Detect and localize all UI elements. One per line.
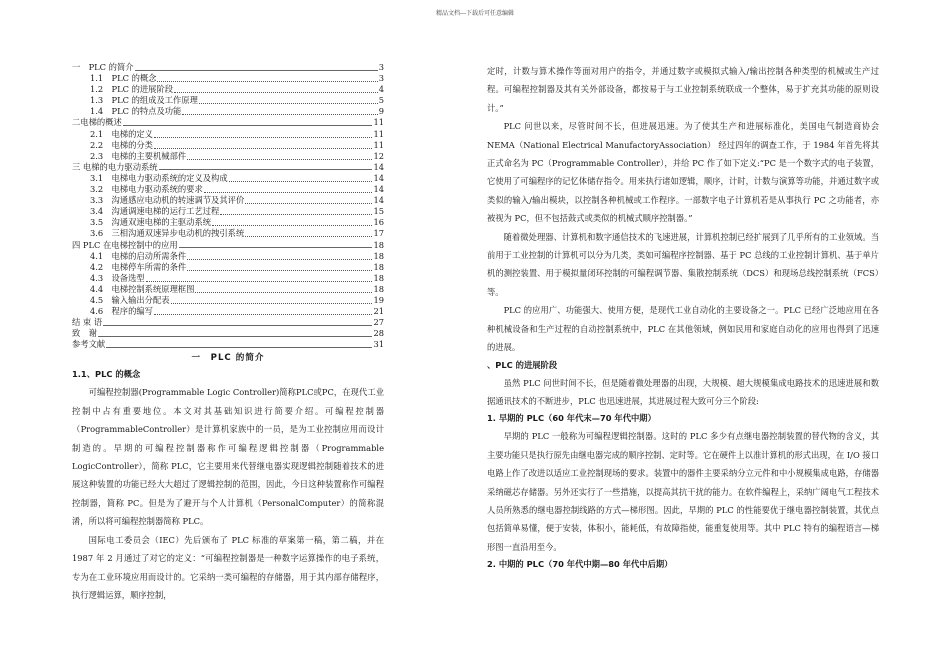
toc-entry-page: 18 [373,250,384,261]
toc-entry[interactable] [72,262,384,273]
toc-entry-label: 4.2 电梯停车所需的条件 [90,261,187,272]
toc-entry[interactable] [72,251,384,262]
toc-entry-label: 4.1 电梯的启动所需条件 [90,250,187,261]
toc-entry-label: 3.3 沟通感应电动机的转速调节及其评价 [90,195,245,206]
toc-entry-page: 28 [373,328,384,339]
toc-leader [103,320,372,326]
toc-leader [174,86,378,93]
toc-entry-page: 18 [373,239,384,250]
toc-entry-page: 14 [373,195,384,206]
toc-leader [182,108,377,115]
section-heading-1-1: 1.1、PLC 的概念 [72,369,141,380]
toc-leader [187,153,372,160]
toc-leader [245,197,372,204]
toc-entry[interactable] [72,73,384,84]
toc-entry-label: 致 谢 [72,328,97,339]
toc-leader [245,230,372,237]
toc-leader [159,164,373,170]
toc-leader [154,131,372,138]
toc-entry-label: 2.1 电梯的定义 [90,128,153,139]
toc-entry-label: 2.2 电梯的分类 [90,139,153,150]
toc-entry-page: 15 [373,206,384,217]
toc-leader [204,186,373,193]
toc-entry[interactable] [72,95,384,106]
toc-entry-label: 3.2 电梯电力驱动系统的要求 [90,184,203,195]
toc-entry-page: 17 [373,228,384,239]
toc-entry[interactable] [72,62,384,73]
toc-entry[interactable] [72,295,384,306]
toc-leader [98,331,373,337]
toc-leader [220,208,372,215]
toc-entry[interactable] [72,317,384,328]
paragraph-early-plc: 早期的 PLC 一般称为可编程逻辑控制器。这时的 PLC 多少有点继电器控制装置的替代物的含义，其主要功能只是执行原先由继电器完成的顺序控制、定时等。它在硬件上以准计算机的形式出现，在 I/O 接口电路上作了改进以适应工业控制现场的要求。装置中的器件主要采纳分立元件和中小规模集成电路，存储器采纳磁芯存储器。另外还实行了一些措施，以提高其抗干扰的能力。在软件编程上，采纳广阔电气工程技术人员所熟悉的继电器控制线路的方式—梯形图。因此，早期的 PLC 的性能要优于继电器控制装置，其优点包括简单易懂，便于安装，体积小，能耗低，有故障指使，能重复使用等。其中 PLC 特有的编程语言—梯形图一直沿用至今。 [487,431,879,552]
toc-leader [146,275,373,282]
toc-entry-label: 一 PLC 的简介 [72,62,134,72]
toc-entry-label: 二电梯的概述 [72,117,122,128]
toc-entry[interactable] [72,306,384,317]
toc-entry-page: 18 [373,272,384,283]
subheading-middle-plc: 2. 中期的 PLC（70 年代中期—80 年代中后期） [487,559,673,570]
header-watermark: 精品文档---下载后可任意编辑 [435,10,515,17]
subheading-early-plc: 1. 早期的 PLC（60 年代末—70 年代中期） [487,413,656,424]
toc-entry-label: 1.4 PLC 的特点及功能 [90,106,182,117]
toc-entry-page: 14 [373,172,384,183]
section-heading-1-2: 、PLC 的进展阶段 [487,359,558,370]
toc-entry-page: 14 [373,161,384,172]
toc-entry-label: 3.5 沟通双速电梯的主驱动系统 [90,217,212,228]
toc-entry[interactable] [72,217,384,228]
toc-entry-label: 1.2 PLC 的进展阶段 [90,84,174,95]
toc-leader [171,297,373,304]
paragraph-nema-definition: PLC 问世以来，尽管时间不长，但进展迅速。为了使其生产和进展标准化，美国电气制造商协会 NEMA（National Electrical ManufactoryAssociation） 经过四年的调查工作，于 1984 年首先将其正式命名为 PC（Programmable Controller），并给 PC 作了如下定义:“PC 是一个数字式的电子装置，它使用了可编程序的记忆体储存指令。用来执行诸如逻辑，顺序，计时，计数与演算等功能，并通过数字或类似的输入/输出模块，以控制各种机械或工作程序。一部数字电子计算机若是从事执行 PC 之功能者，亦被视为 PC，但不包括鼓式或类似的机械式顺序控制器。” [487,121,879,224]
toc-entry[interactable] [72,84,384,95]
toc-entry-page: 3 [378,62,384,72]
toc-entry-page: 5 [378,95,384,106]
toc-entry-label: 三 电梯的电力驱动系统 [72,161,158,172]
toc-entry-page: 27 [373,317,384,328]
toc-entry-label: 1.3 PLC 的组成及工作原理 [90,95,198,106]
toc-leader [187,264,372,271]
toc-entry-page: 3 [378,73,384,84]
left-column [72,62,384,604]
toc-entry-page: 31 [373,339,384,350]
paragraph-computer-control: 随着微处理器、计算机和数字通信技术的飞速进展，计算机控制已经扩展到了几乎所有的工业领域。当前用于工业控制的计算机可以分为几类，类如可编程序控制器、基于 PC 总线的工业控制计算机、基于单片机的测控装置、用于模拟量闭环控制的可编程调节器、集散控制系统（DCS）和现场总线控制系统（FCS）等。 [487,231,879,297]
toc-leader [123,120,373,126]
toc-entry-label: 3.1 电梯电力驱动系统的定义及构成 [90,172,228,183]
toc-entry-label: 2.3 电梯的主要机械部件 [90,150,187,161]
toc-entry[interactable] [72,129,384,140]
table-of-contents [72,62,384,350]
toc-entry[interactable] [72,117,384,128]
toc-entry-page: 9 [378,106,384,117]
toc-entry-label: 4.5 输入输出分配表 [90,294,170,305]
paragraph-iec-definition-cont: 定时，计数与算术操作等面对用户的指令，并通过数字或模拟式输入/输出控制各种类型的机械或生产过程。可编程控制器及其有关外部设备，都按易于与工业控制系统联成一个整体，易于扩充其功能的原则设计。” [487,66,879,113]
toc-entry[interactable] [72,273,384,284]
toc-entry-page: 18 [373,261,384,272]
toc-entry[interactable] [72,184,384,195]
toc-entry-label: 1.1 PLC 的概念 [90,73,157,84]
toc-entry-page: 4 [378,84,384,95]
toc-leader [135,65,378,71]
toc-entry-label: 4.4 电梯控制系统原理框图 [90,283,195,294]
toc-leader [179,242,373,248]
toc-leader [106,342,372,348]
toc-entry[interactable] [72,240,384,251]
toc-entry[interactable] [72,228,384,239]
toc-entry-label: 四 PLC 在电梯控制中的应用 [72,239,178,250]
paragraph-iec-definition: 国际电工委员会（IEC）先后颁布了 PLC 标准的草案第一稿，第二稿，并在 1987 年 2 月通过了对它的定义：“可编程控制器是一种数字运算操作的电子系统，专为在工业环境应用而设计的。它采纳一类可编程的存储器，用于其内部存储程序，执行逻辑运算，顺序控制， [72,534,384,600]
toc-entry[interactable] [72,195,384,206]
toc-entry[interactable] [72,206,384,217]
toc-entry[interactable] [72,339,384,350]
chapter-title: 一 PLC 的简介 [191,353,265,364]
toc-entry-page: 18 [373,283,384,294]
toc-leader [154,308,372,315]
toc-leader [187,253,372,260]
toc-entry-label: 3.4 沟通调速电梯的运行工艺过程 [90,206,220,217]
paragraph-plc-application: PLC 的应用广、功能强大、使用方便，是现代工业自动化的主要设备之一。PLC 已经广泛地应用在各种机械设备和生产过程的自动控制系统中，PLC 在其他领域，例如民用和家庭自动化的应用也得到了迅速的进展。 [487,305,879,353]
toc-leader [212,219,372,226]
toc-entry[interactable] [72,140,384,151]
toc-leader [154,142,372,149]
toc-entry[interactable] [72,162,384,173]
toc-entry[interactable] [72,284,384,295]
toc-entry-page: 11 [373,139,384,150]
toc-leader [199,97,378,104]
toc-leader [195,286,372,293]
paragraph-development: 虽然 PLC 问世时间不长，但是随着微处理器的出现，大规模、超大规模集成电路技术的迅速进展和数据通讯技术的不断进步，PLC 也迅速进展，其进展过程大致可分三个阶段: [487,377,879,406]
toc-entry-page: 11 [373,117,384,128]
toc-entry-page: 14 [373,184,384,195]
toc-entry-page: 12 [373,150,384,161]
toc-entry-page: 19 [373,294,384,305]
paragraph-plc-concept: 可编程控制器(Programmable Logic Controller)简称PLC或PC，在现代工业控制中占有重要地位。本文对其基础知识进行简要介绍。可编程控制器（ProgrammableController）是计算机家族中的一员，是为工业控制应用而设计制造的。早期的可编程控制器称作可编程逻辑控制器（Programmable LogicController），简称 PLC，它主要用来代替继电器实现逻辑控制随着技术的进展这种装置的功能已经大大超过了逻辑控制的范围，因此，今日这种装置称作可编程控制器，简称 PC。但是为了避开与个人计算机（PersonalComputer）的简称混淆，所以将可编程控制器简称 PLC。 [72,387,384,527]
toc-entry[interactable] [72,151,384,162]
toc-entry[interactable] [72,328,384,339]
toc-entry-label: 结 束 语 [72,317,103,328]
toc-entry-label: 参考文献 [72,339,106,350]
toc-entry-label: 4.6 程序的编写 [90,306,153,317]
toc-leader [157,75,377,82]
toc-entry[interactable] [72,106,384,117]
right-column [487,62,879,573]
toc-leader [229,175,373,182]
toc-entry[interactable] [72,173,384,184]
toc-entry-page: 11 [373,128,384,139]
toc-entry-label: 3.6 三相沟通双速异步电动机的拽引系统 [90,228,245,239]
toc-entry-page: 16 [373,217,384,228]
toc-entry-label: 4.3 设备选型 [90,272,145,283]
toc-entry-page: 21 [373,306,384,317]
